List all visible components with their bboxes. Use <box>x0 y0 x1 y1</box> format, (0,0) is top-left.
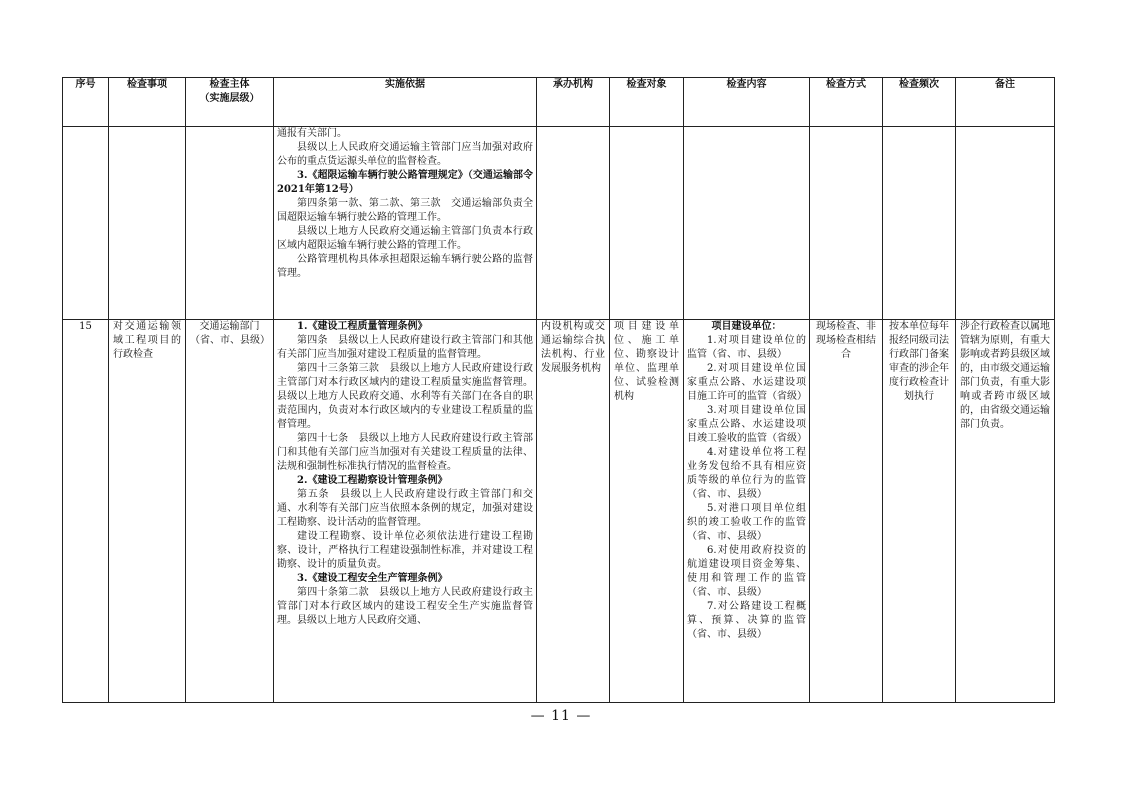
content-item: 3.对项目建设单位国家重点公路、水运建设项目竣工验收的监管（省级） <box>687 405 807 444</box>
cell-agency <box>537 320 610 703</box>
cell-subject <box>186 320 274 703</box>
page-number: — 11 — <box>530 708 592 724</box>
cell-target <box>610 320 684 703</box>
cell-content <box>684 127 810 320</box>
content-item: 2.对项目建设单位国家重点公路、水运建设项目施工许可的监管（省级） <box>687 363 807 402</box>
cell-frequency <box>883 320 956 703</box>
header-agency: 承办机构 <box>537 78 610 127</box>
content-item: 5.对港口项目单位组织的竣工验收工作的监管（省、市、县级） <box>687 503 806 542</box>
cell-basis <box>274 127 537 320</box>
basis-paragraph: 第五条 县级以上人民政府建设行政主管部门和交通、水利等有关部门应当依照本条例的规定，加强对建设工程勘察、设计活动的监督管理。 <box>277 489 533 528</box>
cell-basis <box>274 320 537 703</box>
cell-seq: 15 <box>63 320 109 703</box>
header-frequency: 检查频次 <box>883 78 956 127</box>
basis-paragraph: 县级以上人民政府交通运输主管部门应当加强对政府公布的重点货运源头单位的监督检查。 <box>277 142 533 167</box>
remark-text: 涉企行政检查以属地管辖为原则，有重大影响或者跨县级区域的，由市级交通运输部门负责，有重大影响或者跨市级区域的，由省级交通运输部门负责。 <box>960 321 1050 430</box>
basis-paragraph: 第四十七条 县级以上地方人民政府建设行政主管部门和其他有关部门应当加强对有关建设工程质量的法律、法规和强制性标准执行情况的监督检查。 <box>277 433 533 472</box>
basis-paragraph: 2.《建设工程勘察设计管理条例》 <box>297 475 448 486</box>
content-list <box>684 334 809 642</box>
method-text: 现场检查、非现场检查相结合 <box>816 321 876 360</box>
basis-text <box>274 320 536 628</box>
basis-paragraph: 第四条第一款、第二款、第三款 交通运输部负责全国超限运输车辆行驶公路的管理工作。 <box>277 198 533 223</box>
item-text: 对交通运输领域工程项目的行政检查 <box>113 321 181 360</box>
agency-text: 内设机构或交通运输综合执法机构、行业发展服务机构 <box>541 321 605 374</box>
table-row-15 <box>63 320 1055 703</box>
cell-subject <box>186 127 274 320</box>
content-item: 7.对公路建设工程概算、预算、决算的监管（省、市、县级） <box>687 601 806 640</box>
basis-paragraph: 第四十三条第三款 县级以上地方人民政府建设行政主管部门对本行政区域内的建设工程质量实施监督管理。县级以上地方人民政府交通、水利等有关部门在各自的职责范围内，负责对本行政区域内的专业建设工程质量的监督管理。 <box>277 363 533 430</box>
basis-paragraph: 3.《建设工程安全生产管理条例》 <box>297 573 448 584</box>
header-basis: 实施依据 <box>274 78 537 127</box>
inspection-table <box>62 77 1055 703</box>
content-item: 1.对项目建设单位的监管（省、市、县级） <box>687 335 806 360</box>
basis-text <box>274 127 536 281</box>
basis-paragraph: 3.《超限运输车辆行驶公路管理规定》（交通运输部令2021年第12号） <box>277 170 533 195</box>
header-remark: 备注 <box>956 78 1055 127</box>
cell-content <box>684 320 810 703</box>
cell-method <box>810 320 883 703</box>
basis-paragraph: 通报有关部门。 <box>277 128 347 139</box>
cell-frequency <box>883 127 956 320</box>
frequency-text: 按本单位每年报经同级司法行政部门备案审查的涉企年度行政检查计划执行 <box>889 321 949 402</box>
cell-target <box>610 127 684 320</box>
cell-remark <box>956 320 1055 703</box>
cell-seq <box>63 127 109 320</box>
cell-agency <box>537 127 610 320</box>
header-seq: 序号 <box>63 78 109 127</box>
basis-paragraph: 第四条 县级以上人民政府建设行政主管部门和其他有关部门应当加强对建设工程质量的监督管理。 <box>277 335 533 360</box>
basis-paragraph: 公路管理机构具体承担超限运输车辆行驶公路的监督管理。 <box>277 254 533 279</box>
basis-paragraph: 1.《建设工程质量管理条例》 <box>297 321 428 332</box>
subject-text: 交通运输部门（省、市、县级） <box>190 321 270 346</box>
content-item: 6.对使用政府投资的航道建设项目资金筹集、使用和管理工作的监管（省、市、县级） <box>687 545 806 598</box>
content-item: 4.对建设单位将工程业务发包给不具有相应资质等级的单位行为的监管（省、市、县级） <box>687 447 806 500</box>
cell-method <box>810 127 883 320</box>
header-row <box>63 78 1055 127</box>
cell-item <box>109 320 186 703</box>
header-method: 检查方式 <box>810 78 883 127</box>
basis-paragraph: 第四十条第二款 县级以上地方人民政府建设行政主管部门对本行政区域内的建设工程安全生产实施监督管理。县级以上地方人民政府交通、 <box>277 587 533 626</box>
header-target: 检查对象 <box>610 78 684 127</box>
content-heading: 项目建设单位： <box>711 321 782 332</box>
cell-item <box>109 127 186 320</box>
header-content: 检查内容 <box>684 78 810 127</box>
header-item: 检查事项 <box>109 78 186 127</box>
basis-paragraph: 建设工程勘察、设计单位必须依法进行建设工程勘察、设计，严格执行工程建设强制性标准，并对建设工程勘察、设计的质量负责。 <box>277 531 533 570</box>
basis-paragraph: 县级以上地方人民政府交通运输主管部门负责本行政区域内超限运输车辆行驶公路的管理工作。 <box>277 226 533 251</box>
cell-remark <box>956 127 1055 320</box>
target-text: 项目建设单位、施工单位、勘察设计单位、监理单位、试验检测机构 <box>614 321 679 402</box>
header-subject: 检查主体 （实施层级） <box>186 78 274 127</box>
table-row-continued <box>63 127 1055 320</box>
